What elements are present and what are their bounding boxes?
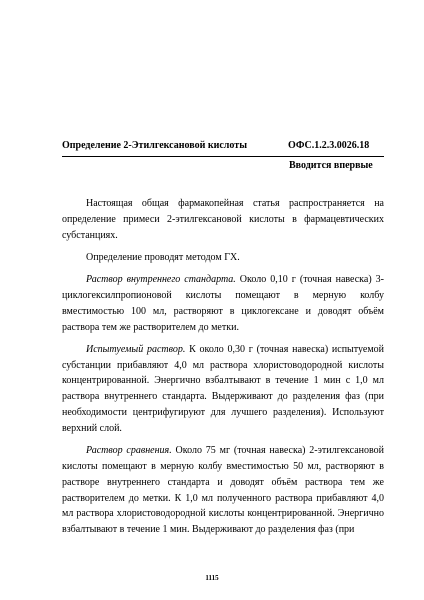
- paragraph-text: Настоящая общая фармакопейная статья распространяется на определение примеси 2-этилгексановой кислоты в фармацевтических субстанциях.: [62, 198, 384, 241]
- article-status: Вводится впервые: [289, 160, 373, 171]
- paragraph: [62, 272, 384, 335]
- paragraph-lead: Раствор сравнения.: [86, 445, 172, 457]
- paragraph: [62, 250, 384, 266]
- article-code: ОФС.1.2.3.0026.18: [288, 140, 370, 151]
- header-divider: [62, 156, 384, 157]
- article-body: [62, 196, 384, 544]
- paragraph: [62, 196, 384, 243]
- paragraph-lead: Раствор внутреннего стандарта.: [86, 274, 236, 286]
- page-number: 1115: [205, 574, 219, 582]
- paragraph-text: Определение проводят методом ГХ.: [86, 251, 240, 263]
- article-title: Определение 2-Этилгексановой кислоты: [62, 140, 247, 151]
- paragraph-text: Около 0,10 г (точная навеска) 3-циклогексилпропионовой кислоты помещают в мерную колбу вместимостью 100 мл, растворяют в циклогексане и доводят объём раствора тем же растворителем до метки.: [62, 274, 384, 333]
- paragraph-text: К около 0,30 г (точная навеска) испытуемой субстанции прибавляют 4,0 мл раствора хлористоводородной кислоты концентрированной. Энергично взбалтывают в течение 1 мин с 1,0 мл раствора внутреннего стандарта. Выдерживают до разделения фаз (при необходимости центрифугируют для лучшего разделения). Используют верхний слой.: [62, 343, 384, 434]
- paragraph: [62, 342, 384, 437]
- paragraph-text: Около 75 мг (точная навеска) 2-этилгексановой кислоты помещают в мерную колбу вместимостью 50 мл, растворяют в растворе внутреннего стандарта и доводят объём раствора тем же растворителем до метки. К 1,0 мл полученного раствора прибавляют 4,0 мл раствора хлористоводородной кислоты концентрированной. Энергично взбалтывают в течение 1 мин. Выдерживают до разделения фаз (при: [62, 445, 384, 536]
- article-header: [62, 139, 384, 153]
- paragraph-lead: Испытуемый раствор.: [86, 343, 186, 355]
- paragraph: [62, 443, 384, 538]
